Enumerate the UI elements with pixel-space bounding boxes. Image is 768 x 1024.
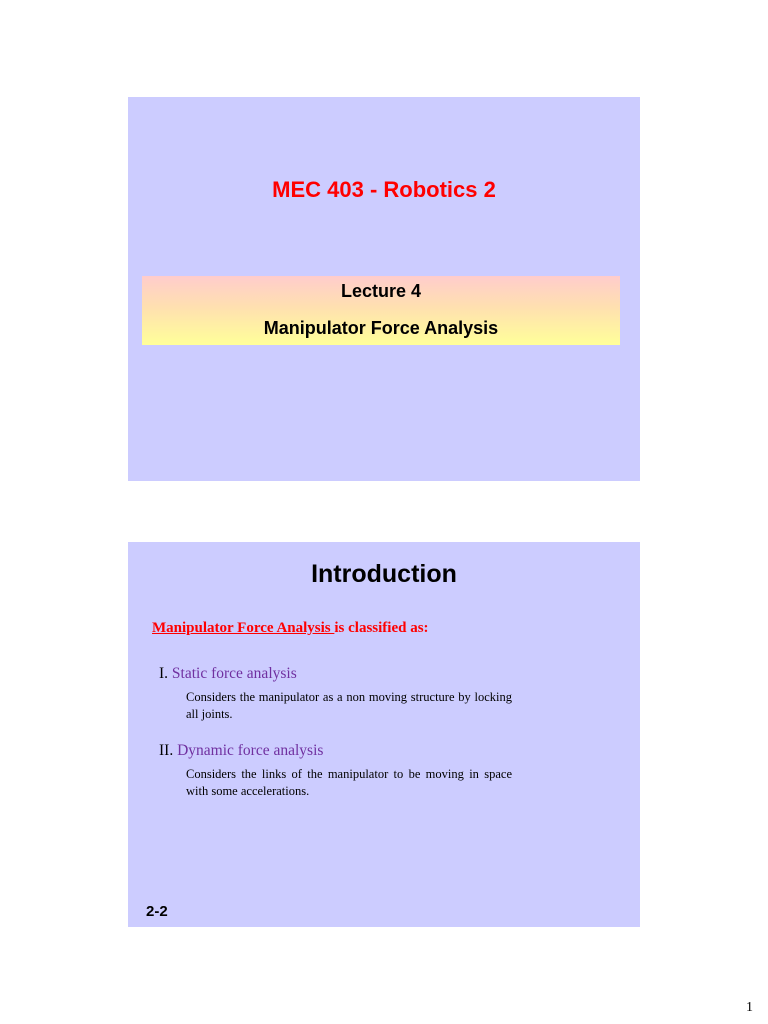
introduction-slide bbox=[128, 542, 640, 927]
lecture-banner bbox=[142, 276, 620, 345]
classified-rest: is classified as: bbox=[334, 620, 429, 636]
item-title: Static force analysis bbox=[171, 665, 297, 682]
classification-statement bbox=[152, 620, 429, 637]
slide-heading: Introduction bbox=[311, 560, 457, 588]
item-title: Dynamic force analysis bbox=[177, 742, 324, 759]
course-title: MEC 403 - Robotics 2 bbox=[272, 177, 496, 202]
item-numeral: I. bbox=[159, 665, 169, 682]
list-item-description: Considers the links of the manipulator to be moving in space with some accelerations. bbox=[186, 767, 512, 798]
slide-number: 2-2 bbox=[146, 903, 168, 920]
list-item-description: Considers the manipulator as a non moving structure by locking all joints. bbox=[186, 690, 512, 721]
classified-subject: Manipulator Force Analysis bbox=[152, 620, 335, 636]
lecture-topic: Manipulator Force Analysis bbox=[263, 318, 499, 338]
list-item-title bbox=[159, 742, 323, 760]
lecture-number: Lecture 4 bbox=[340, 281, 422, 301]
page-number: 1 bbox=[746, 1000, 753, 1015]
title-slide bbox=[128, 97, 640, 481]
list-item-title bbox=[159, 665, 297, 683]
item-numeral: II. bbox=[159, 742, 174, 759]
